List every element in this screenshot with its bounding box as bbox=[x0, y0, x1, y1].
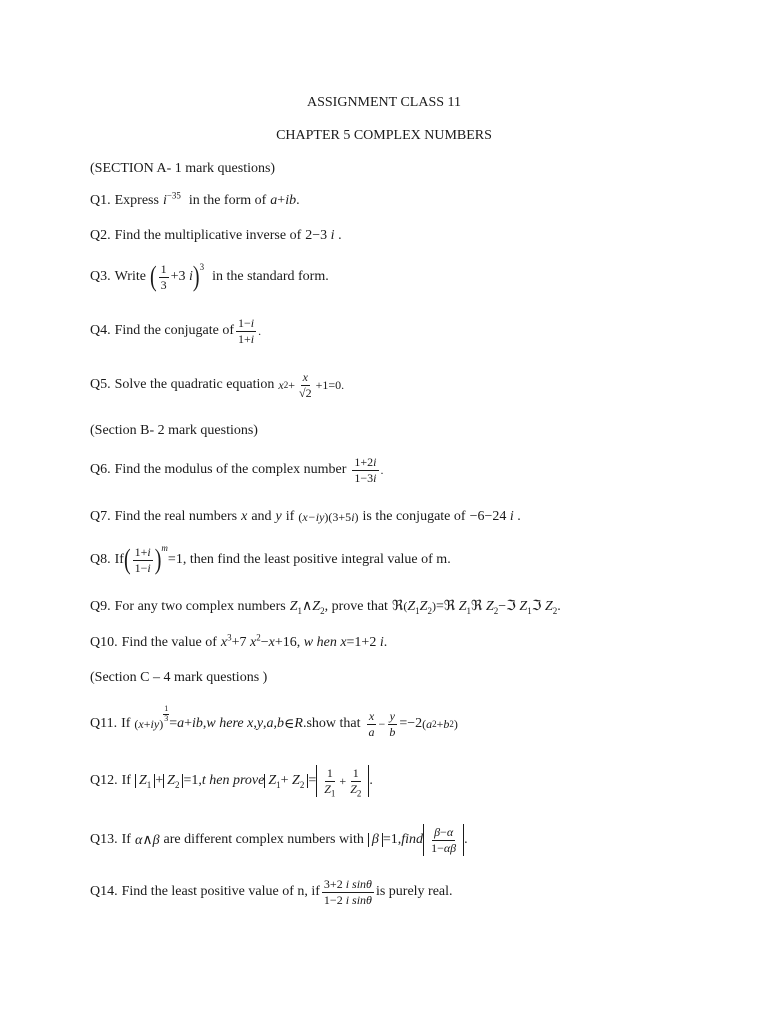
q8-expression: ( $\frac{1+i}{1-i}$ ) $^m$ =1 bbox=[123, 543, 183, 576]
q10-label: Q10. bbox=[90, 635, 118, 650]
q2-expression: 2−3 i . bbox=[305, 228, 342, 243]
question-10 bbox=[90, 632, 388, 650]
q3-text-2: in the standard form. bbox=[212, 269, 329, 285]
q1-expression: $i^{-35}$ bbox=[162, 190, 181, 208]
q6-expression: $\frac{1+2i}{1-3i}$ . bbox=[354, 455, 384, 485]
section-a-heading: (SECTION A- 1 mark questions) bbox=[90, 161, 276, 176]
q5-expression: x 2 + $\frac{x}{√2}$ +1=0. bbox=[278, 370, 345, 400]
q13-label: Q13. bbox=[90, 832, 118, 848]
q9-vars: $Z_1\wedge Z_2$ bbox=[289, 598, 325, 616]
q7-expression: (x−iy)(3+5i) bbox=[298, 510, 359, 524]
q9-expression: $ℜ(Z_1Z_2)=ℜ$ $Z_1ℜ$ $Z_2-ℑ$ $Z_1ℑ$ $Z_2$. bbox=[391, 598, 561, 616]
q13-vars: α∧β bbox=[134, 831, 160, 848]
q13-text-2: are different complex numbers with bbox=[163, 832, 364, 848]
q11-result: $\frac{x}{a}$ − $\frac{y}{b}$ =−2 ( a 2 + b 2 ) bbox=[368, 709, 458, 739]
question-6 bbox=[90, 456, 384, 484]
q12-label: Q12. bbox=[90, 773, 118, 789]
assignment-title: ASSIGNMENT CLASS 11 bbox=[306, 95, 462, 110]
q9-text-1: For any two complex numbers bbox=[114, 598, 286, 614]
question-4 bbox=[90, 317, 261, 345]
q14-expression: $\frac{\text{3+2 i sinθ}}{\text{1−2 i sinθ}}$ bbox=[323, 877, 372, 907]
q10-expression: $x^3+7$ $x^2-x+16$, w hen x=1+2 i. bbox=[220, 632, 388, 650]
question-11 bbox=[90, 704, 458, 739]
q9-label: Q9. bbox=[90, 598, 111, 614]
section-b-heading: (Section B- 2 mark questions) bbox=[90, 423, 258, 438]
q14-label: Q14. bbox=[90, 884, 118, 900]
q14-text-1: Find the least positive value of n, if bbox=[121, 884, 320, 900]
question-5 bbox=[90, 371, 344, 399]
q7-text-2: and bbox=[251, 509, 272, 524]
question-2 bbox=[90, 229, 342, 243]
q11-text-2: show that bbox=[306, 716, 361, 732]
q1-label: Q1. bbox=[90, 193, 111, 208]
q7-text-3: if bbox=[285, 509, 295, 524]
question-3 bbox=[90, 263, 329, 291]
q1-form: a+ib. bbox=[270, 193, 300, 208]
q12-expression: $Z_1$ + $Z_2$ =1, t hen prove $Z_1+ Z_2$ = $\frac{1}{Z_1}$ + $\frac{1}{Z_2}$ . bbox=[135, 765, 373, 797]
q11-text-1: If bbox=[121, 716, 131, 732]
q4-expression: $\frac{1-i}{1+i}$ . bbox=[238, 316, 262, 346]
q6-text-1: Find the modulus of the complex number bbox=[114, 462, 347, 478]
question-9 bbox=[90, 599, 561, 614]
q2-label: Q2. bbox=[90, 228, 111, 243]
q8-text-1: If bbox=[114, 552, 124, 568]
q4-label: Q4. bbox=[90, 323, 111, 339]
q14-text-2: is purely real. bbox=[375, 884, 453, 900]
chapter-title: CHAPTER 5 COMPLEX NUMBERS bbox=[276, 128, 492, 143]
q11-label: Q11. bbox=[90, 716, 118, 732]
q4-text-1: Find the conjugate of bbox=[114, 323, 234, 339]
q13-text-1: If bbox=[121, 832, 131, 848]
q2-text-1: Find the multiplicative inverse of bbox=[114, 228, 302, 243]
question-13 bbox=[90, 824, 468, 856]
q12-text-1: If bbox=[121, 773, 131, 789]
q3-expression: ( $\frac{1}{3}$ +3 i ) $^3$ bbox=[149, 261, 205, 293]
question-7 bbox=[90, 510, 521, 524]
q5-label: Q5. bbox=[90, 377, 111, 393]
q1-text-1: Express bbox=[114, 193, 159, 208]
q7-conjugate: −6−24 i . bbox=[469, 509, 521, 524]
q8-text-2: , then find the least positive integral value of m. bbox=[182, 552, 451, 568]
q10-text-1: Find the value of bbox=[121, 635, 217, 650]
q8-label: Q8. bbox=[90, 552, 111, 568]
q6-label: Q6. bbox=[90, 462, 111, 478]
question-1 bbox=[90, 190, 300, 208]
question-14 bbox=[90, 878, 453, 906]
q1-text-2: in the form of bbox=[188, 193, 267, 208]
q9-text-2: , prove that bbox=[324, 598, 388, 614]
q5-text-1: Solve the quadratic equation bbox=[114, 377, 275, 393]
q3-text-1: Write bbox=[114, 269, 146, 285]
q3-label: Q3. bbox=[90, 269, 111, 285]
q7-var-x: x bbox=[241, 509, 248, 524]
q13-expression: β =1, find $\frac{\beta-\alpha}{1-\overline{\alpha}\beta}$ . bbox=[368, 824, 468, 856]
q7-text-1: Find the real numbers bbox=[114, 509, 238, 524]
question-12 bbox=[90, 765, 373, 797]
section-c-heading: (Section C – 4 mark questions ) bbox=[90, 670, 268, 685]
q7-text-4: is the conjugate of bbox=[362, 509, 466, 524]
q7-var-y: y bbox=[275, 509, 282, 524]
q11-expression: (x+iy) $\frac{1}{3}$ = a + ib , w here x , y , a , b ∈ R . bbox=[134, 704, 307, 733]
q7-label: Q7. bbox=[90, 509, 111, 524]
question-8 bbox=[90, 543, 451, 576]
